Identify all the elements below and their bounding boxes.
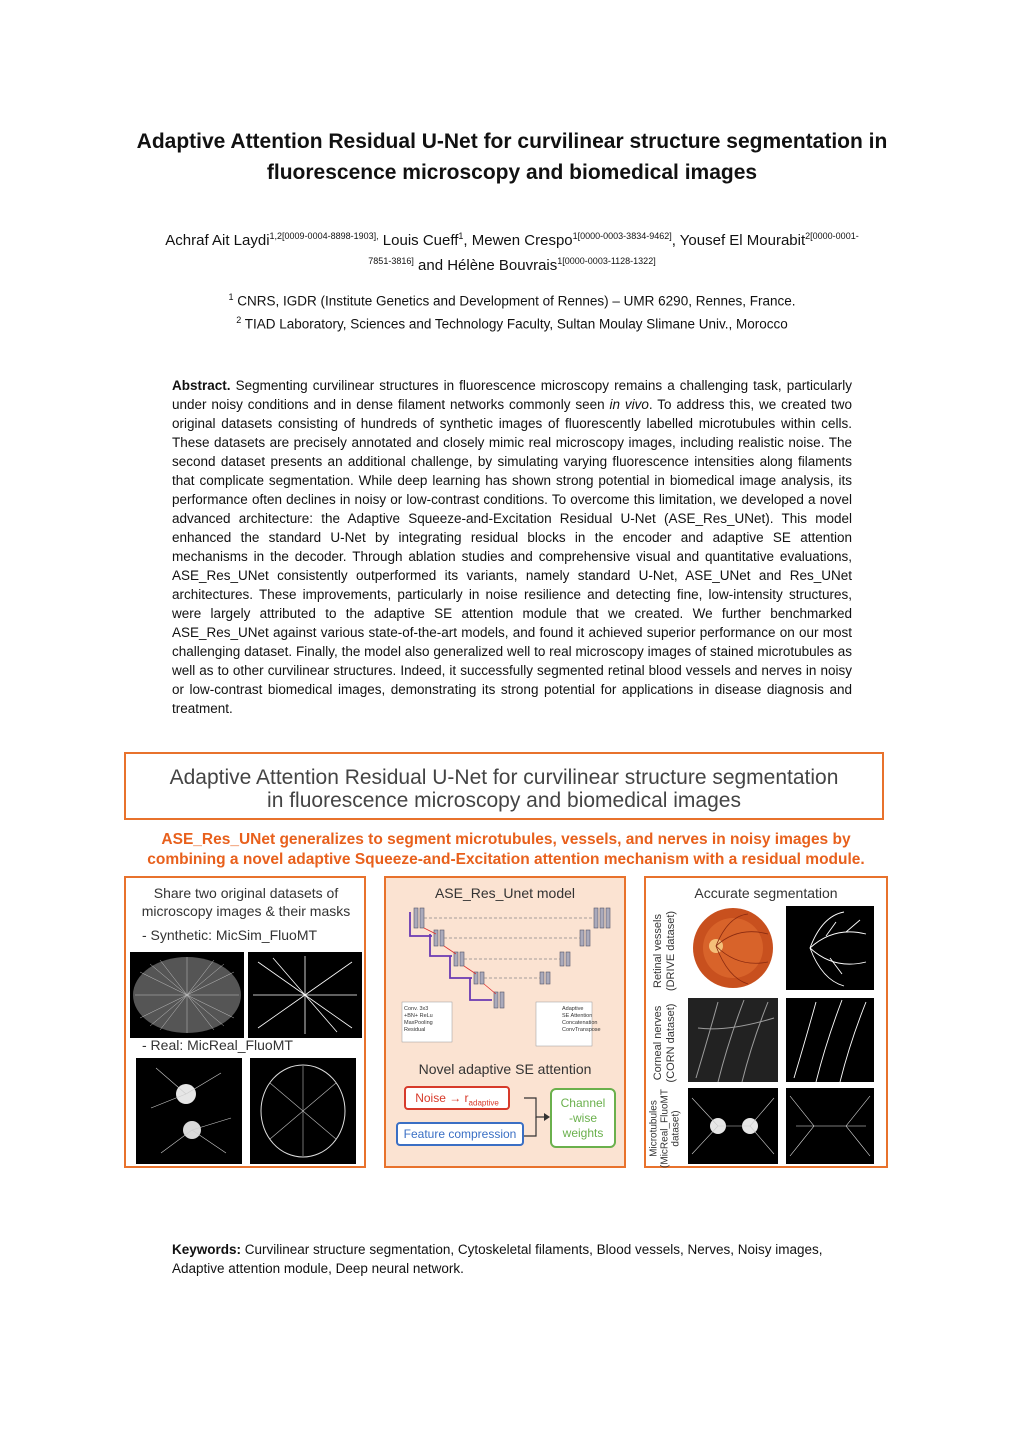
author-affiliation-sup: 1 <box>458 231 464 241</box>
channel-weights-box <box>550 1088 616 1148</box>
ga-title-box <box>124 752 884 820</box>
affiliation-sup: 1 <box>228 292 234 302</box>
keywords-label: Keywords: <box>172 1242 242 1257</box>
datasets-panel <box>124 876 366 1168</box>
real-mask-image <box>250 1058 356 1164</box>
se-heading: Novel adaptive SE attention <box>418 1061 592 1077</box>
author-name: Louis Cueff <box>378 232 459 249</box>
ga-title-line-2: in fluorescence microscopy and biomedical images <box>267 789 741 812</box>
model-panel <box>384 876 626 1168</box>
real-label: - Real: MicReal_FluoMT <box>142 1037 293 1053</box>
paper-title <box>100 126 924 188</box>
author-name: and Hélène Bouvrais <box>413 257 558 274</box>
title-line-2: fluorescence microscopy and biomedical images <box>266 161 758 184</box>
row-label-text: Corneal nerves <box>652 1005 664 1081</box>
author-list <box>120 226 904 276</box>
row-label-text: Microtubules <box>648 1100 660 1157</box>
author-affiliation-sup: 1,2[0009-0004-8898-1903], <box>269 231 379 241</box>
author-name: , Mewen Crespo <box>463 232 573 249</box>
legend-item: SE Attention <box>562 1013 593 1019</box>
ga-tagline <box>122 830 890 870</box>
row-label-corneal <box>648 998 682 1084</box>
affiliation-text: CNRS, IGDR (Institute Genetics and Development of Rennes) – UMR 6290, Rennes, France. <box>233 293 796 309</box>
legend-right <box>562 1006 601 1034</box>
retina-image <box>688 906 778 990</box>
synthetic-mask-image <box>248 952 362 1038</box>
datasets-heading <box>136 884 356 920</box>
noise-box-label: Noise → r <box>415 1091 469 1105</box>
ga-title-line-1: Adaptive Attention Residual U-Net for curvilinear structure segmentation <box>169 766 839 789</box>
affiliations <box>120 288 904 333</box>
channel-box-line: -wise <box>568 1111 597 1125</box>
retina-mask-image <box>786 906 874 990</box>
row-label-text: (MicReal_FluoMT <box>659 1089 671 1168</box>
results-heading: Accurate segmentation <box>694 885 838 901</box>
author-name: Achraf Ait Laydi <box>165 232 270 249</box>
abstract-label: Abstract. <box>172 378 231 393</box>
author-affiliation-sup: 7851-3816] <box>368 256 414 266</box>
ga-tagline-line-1: ASE_Res_UNet generalizes to segment microtubules, vessels, and nerves in noisy images by <box>161 831 851 848</box>
row-label-text: Retinal vessels <box>652 914 664 988</box>
affiliation-1 <box>120 288 904 311</box>
keywords-text: Curvilinear structure segmentation, Cytoskeletal filaments, Blood vessels, Nerves, Noisy images, Adaptive attention module, Deep neural network. <box>172 1242 823 1276</box>
legend-item: Adaptive <box>562 1006 584 1012</box>
row-label-microtubules <box>648 1086 682 1166</box>
abstract-text: Segmenting curvilinear structures in fluorescence microscopy remains a challenging task, particularly under noisy conditions and in dense filament networks commonly seen <box>172 378 852 412</box>
noise-box-sub: adaptive <box>468 1098 499 1108</box>
legend-item: Conv. 3x3 <box>404 1006 429 1012</box>
microtubule-mask-image <box>786 1088 874 1164</box>
synthetic-label: - Synthetic: MicSim_FluoMT <box>142 927 318 943</box>
datasets-heading-line-1: Share two original datasets of <box>153 885 339 901</box>
corneal-nerve-mask-image <box>786 998 874 1082</box>
arrow-icon <box>524 1094 550 1140</box>
author-affiliation-sup: 2[0000-0001- <box>805 231 859 241</box>
graphical-abstract <box>122 752 890 1170</box>
row-label-text: (CORN dataset) <box>665 1003 677 1083</box>
legend-item: MaxPooling <box>404 1020 433 1026</box>
title-line-1: Adaptive Attention Residual U-Net for curvilinear structure segmentation in <box>136 130 888 153</box>
legend-item: Concatenation <box>562 1020 598 1026</box>
legend-item: ConvTranspose <box>562 1027 601 1033</box>
abstract-text-cont: . To address this, we created two original datasets consisting of hundreds of synthetic images of fluorescently labelled microtubules within cells. These datasets are precisely annotated and closely mimic real microscopy images, including realistic noise. The second dataset presents an additional challenge, by simulating varying fluorescence intensities along filaments that complicate segmentation. While deep learning has shown strong potential in biomedical image analysis, its performance often declines in noisy or low-contrast conditions. To overcome this limitation, we developed a novel advanced architecture: the Adaptive Squeeze-and-Excitation Residual U-Net (ASE_Res_UNet). This model enhanced the standard U-Net by integrating residual blocks in the encoder and adaptive SE attention mechanisms in the decoder. Through ablation studies and comprehensive visual and quantitative evaluations, ASE_Res_UNet consistently outperformed its variants, namely standard U-Net, ASE_UNet and Res_UNet architectures. These improvements, particularly in noise resilience and detecting fine, low-intensity structures, were largely attributed to the adaptive SE attention module that we created. We further benchmarked ASE_Res_UNet against various state-of-the-art models, and found it achieved superior performance on our most challenging dataset. Finally, the model also generalized well to real microscopy images of stained microtubules as well as to other curvilinear structures. Indeed, it successfully segmented retinal blood vessels and nerves in noisy or low-contrast biomedical images, demonstrating its strong potential for applications in disease diagnosis and treatment. <box>172 397 853 716</box>
results-panel <box>644 876 888 1168</box>
author-affiliation-sup: 1[0000-0003-3834-9462] <box>572 231 672 241</box>
channel-box-line: weights <box>562 1126 604 1140</box>
datasets-heading-line-2: microscopy images & their masks <box>141 903 351 919</box>
model-heading: ASE_Res_Unet model <box>434 885 576 901</box>
legend-item: Residual <box>404 1027 426 1033</box>
noise-box <box>404 1086 510 1110</box>
abstract <box>172 376 852 718</box>
row-label-text: dataset) <box>670 1110 682 1147</box>
author-affiliation-sup: 1[0000-0003-1128-1322] <box>557 256 656 266</box>
legend-left <box>404 1006 433 1034</box>
abstract-italic: in vivo <box>609 397 649 412</box>
corneal-nerve-image <box>688 998 778 1082</box>
microtubule-image <box>688 1088 778 1164</box>
row-label-text: (DRIVE dataset) <box>665 910 677 992</box>
feature-compression-box: Feature compression <box>396 1122 524 1146</box>
channel-box-line: Channel <box>560 1096 606 1110</box>
row-label-retinal <box>648 908 682 992</box>
affiliation-sup: 2 <box>236 314 242 325</box>
keywords <box>172 1240 852 1278</box>
affiliation-2 <box>120 311 904 334</box>
affiliation-text: TIAD Laboratory, Sciences and Technology Faculty, Sultan Moulay Slimane Univ., Morocco <box>241 316 788 331</box>
author-name: , Yousef El Mourabit <box>671 232 806 249</box>
legend-item: +BN+ ReLu <box>404 1013 433 1019</box>
real-image <box>136 1058 242 1164</box>
synthetic-image <box>130 952 244 1038</box>
ga-tagline-line-2: combining a novel adaptive Squeeze-and-Excitation attention mechanism with a residual module. <box>147 851 865 868</box>
